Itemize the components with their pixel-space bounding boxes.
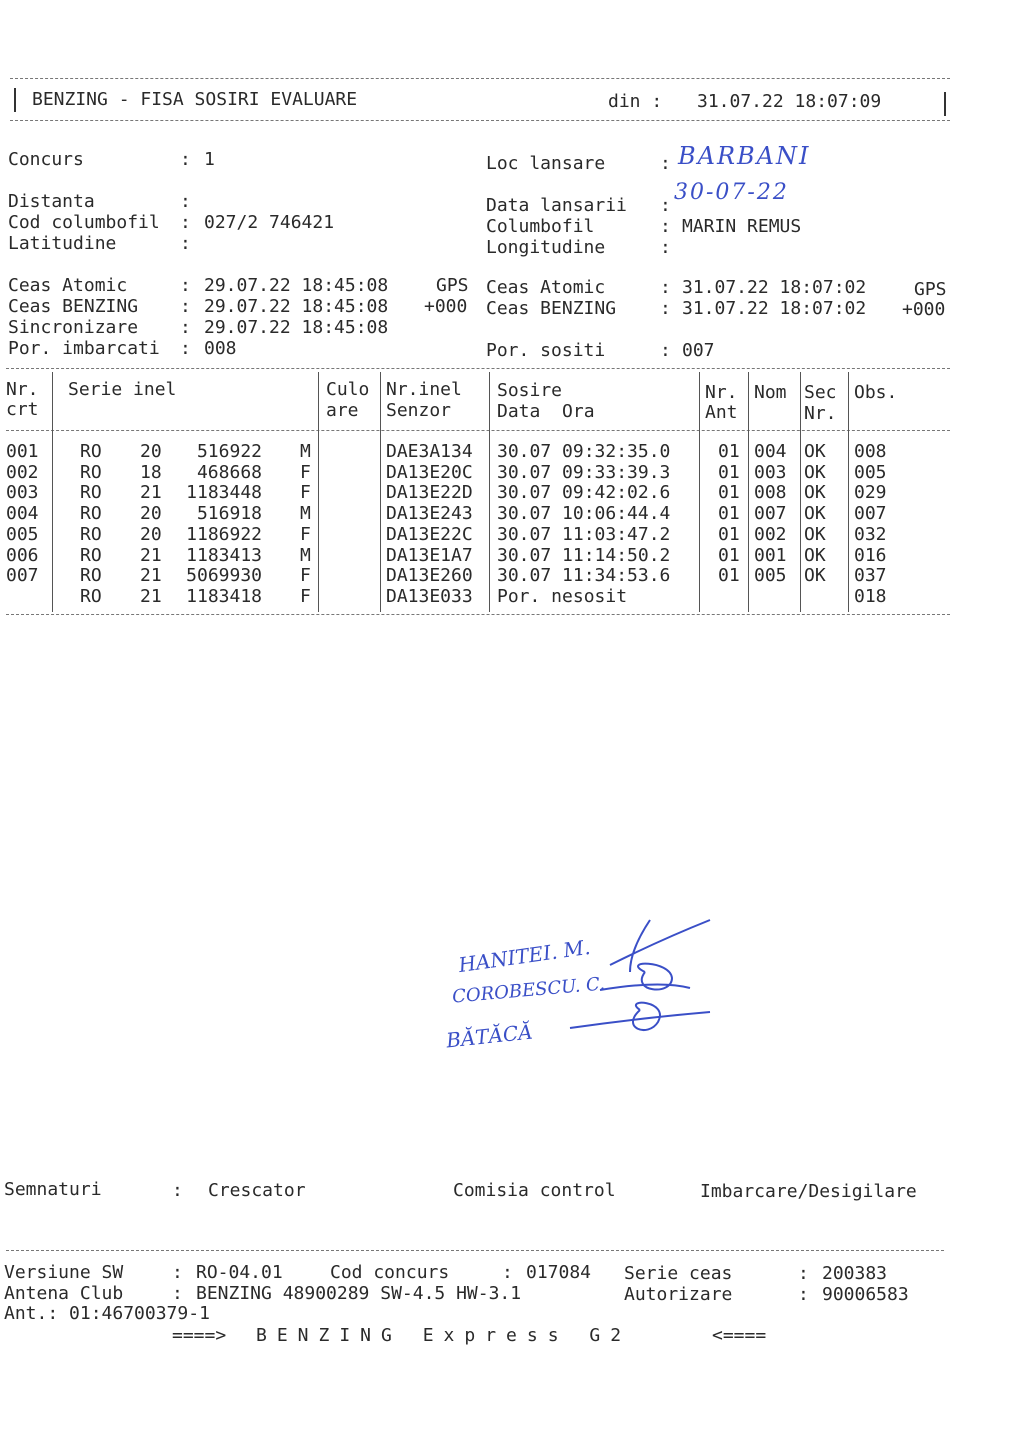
- brand-arrow-left: ====>: [172, 1325, 227, 1346]
- versiune-label: Versiune SW: [4, 1262, 124, 1283]
- colon: :: [660, 195, 671, 216]
- report-date-label: din :: [608, 91, 663, 112]
- data-lansarii-label: Data lansarii: [486, 195, 627, 216]
- header-bottom-rule: [10, 120, 950, 121]
- por-imbarcati-value: 008: [204, 338, 237, 359]
- brand-arrow-right: <====: [712, 1325, 767, 1346]
- cell-sec: OK: [804, 545, 826, 566]
- cell-sosire: 30.07 10:06:44.4: [497, 503, 671, 524]
- table-top-rule: [6, 368, 950, 369]
- header-nr-inel: Nr.inel: [386, 379, 462, 400]
- table-bottom-rule: [6, 614, 950, 615]
- cell-obs: 018: [854, 586, 887, 607]
- sincronizare-value: 29.07.22 18:45:08: [204, 317, 389, 338]
- cell-senzor: DAE3A134: [386, 441, 473, 462]
- signature-scribbles: [560, 900, 730, 1050]
- cell-num: 1183418: [186, 586, 262, 607]
- cell-sec: OK: [804, 482, 826, 503]
- table-header-rule: [6, 430, 950, 431]
- cell-cc: RO: [80, 524, 102, 545]
- cell-nr: 005: [6, 524, 39, 545]
- footer-rule: [6, 1250, 944, 1251]
- cell-obs: 016: [854, 545, 887, 566]
- autorizare-value: 90006583: [822, 1284, 909, 1305]
- cell-ant: 01: [718, 524, 740, 545]
- cell-cc: RO: [80, 441, 102, 462]
- cell-nom: 003: [754, 462, 787, 483]
- cell-sec: OK: [804, 524, 826, 545]
- cell-nom: 001: [754, 545, 787, 566]
- colon: :: [660, 277, 671, 298]
- header-sosire: Sosire: [497, 380, 563, 401]
- col-sep: [489, 372, 490, 612]
- distanta-label: Distanta: [8, 191, 95, 212]
- cell-yr: 21: [140, 586, 162, 607]
- colon: :: [660, 340, 671, 361]
- colon: :: [180, 296, 191, 317]
- cell-cc: RO: [80, 462, 102, 483]
- loc-lansare-label: Loc lansare: [486, 153, 606, 174]
- comisia-control-label: Comisia control: [453, 1180, 616, 1201]
- cell-sex: F: [300, 462, 311, 483]
- por-imbarcati-label: Por. imbarcati: [8, 338, 160, 359]
- cell-num: 5069930: [186, 565, 262, 586]
- header-nr-ant: Nr.: [705, 382, 738, 403]
- col-sep: [699, 372, 700, 612]
- ceas-atomic-sosire-label: Ceas Atomic: [486, 277, 606, 298]
- cell-num: 516922: [196, 441, 262, 462]
- cell-nr: 007: [6, 565, 39, 586]
- cell-nom: 008: [754, 482, 787, 503]
- cell-sosire: Por. nesosit: [497, 586, 628, 607]
- cell-sex: M: [300, 545, 311, 566]
- cell-sosire: 30.07 11:03:47.2: [497, 524, 671, 545]
- data-lansarii-value: 30-07-22: [674, 180, 789, 205]
- cell-num: 1183413: [186, 545, 262, 566]
- por-sositi-label: Por. sositi: [486, 340, 606, 361]
- ceas-atomic-sosire-value: 31.07.22 18:07:02: [682, 277, 867, 298]
- col-sep: [748, 372, 749, 612]
- cell-cc: RO: [80, 482, 102, 503]
- concurs-value: 1: [204, 149, 215, 170]
- cell-num: 516918: [196, 503, 262, 524]
- cell-sec: OK: [804, 441, 826, 462]
- header-nom: Nom: [754, 382, 787, 403]
- cell-sosire: 30.07 11:14:50.2: [497, 545, 671, 566]
- colon: :: [180, 275, 191, 296]
- cell-senzor: DA13E22C: [386, 524, 473, 545]
- cell-nom: 007: [754, 503, 787, 524]
- cell-yr: 18: [140, 462, 162, 483]
- ceas-atomic-suffix: GPS: [436, 275, 469, 296]
- header-sec: Sec: [804, 382, 837, 403]
- cell-yr: 20: [140, 441, 162, 462]
- colon: :: [798, 1263, 809, 1284]
- ceas-benzing-sosire-label: Ceas BENZING: [486, 298, 617, 319]
- colon: :: [660, 237, 671, 258]
- colon: :: [660, 298, 671, 319]
- cell-ant: 01: [718, 462, 740, 483]
- header-crt: crt: [6, 399, 39, 420]
- brand-name: BENZING Express G2: [256, 1325, 632, 1346]
- versiune-value: RO-04.01: [196, 1262, 283, 1283]
- signature-batacca: BĂTĂCĂ: [444, 1019, 534, 1053]
- ceas-benzing-label: Ceas BENZING: [8, 296, 139, 317]
- cell-sosire: 30.07 09:33:39.3: [497, 462, 671, 483]
- cell-obs: 008: [854, 441, 887, 462]
- cell-nr: 003: [6, 482, 39, 503]
- cell-sex: F: [300, 524, 311, 545]
- cell-nom: 002: [754, 524, 787, 545]
- cell-cc: RO: [80, 545, 102, 566]
- ant-line: Ant.: 01:46700379-1: [4, 1303, 210, 1324]
- cell-sex: M: [300, 503, 311, 524]
- colon: :: [502, 1262, 513, 1283]
- ceas-benzing-value: 29.07.22 18:45:08: [204, 296, 389, 317]
- longitudine-label: Longitudine: [486, 237, 606, 258]
- ceas-benzing-sosire-value: 31.07.22 18:07:02: [682, 298, 867, 319]
- latitudine-label: Latitudine: [8, 233, 117, 254]
- cell-sec: OK: [804, 462, 826, 483]
- col-sep: [52, 372, 53, 612]
- colon: :: [180, 149, 191, 170]
- cell-sec: OK: [804, 503, 826, 524]
- cell-obs: 037: [854, 565, 887, 586]
- col-sep: [800, 372, 801, 612]
- cell-senzor: DA13E243: [386, 503, 473, 524]
- colon: :: [180, 191, 191, 212]
- colon: :: [172, 1283, 183, 1304]
- header-left-border: [14, 88, 16, 112]
- cod-columbofil-label: Cod columbofil: [8, 212, 160, 233]
- cell-ant: 01: [718, 565, 740, 586]
- cell-num: 1183448: [186, 482, 262, 503]
- cell-sosire: 30.07 09:32:35.0: [497, 441, 671, 462]
- header-data-ora: Data Ora: [497, 401, 595, 422]
- ceas-benzing-suffix: +000: [424, 296, 468, 317]
- cell-yr: 21: [140, 565, 162, 586]
- crescator-label: Crescator: [208, 1180, 306, 1201]
- col-sep: [380, 372, 381, 612]
- cell-num: 1186922: [186, 524, 262, 545]
- autorizare-label: Autorizare: [624, 1284, 733, 1305]
- cod-columbofil-value: 027/2 746421: [204, 212, 335, 233]
- cell-nr: 002: [6, 462, 39, 483]
- cell-ant: 01: [718, 482, 740, 503]
- header-ant: Ant: [705, 402, 738, 423]
- ceas-atomic-label: Ceas Atomic: [8, 275, 128, 296]
- header-top-rule: [10, 78, 950, 79]
- ceas-atomic-sosire-suffix: GPS: [914, 279, 947, 300]
- cell-nom: 005: [754, 565, 787, 586]
- cell-senzor: DA13E20C: [386, 462, 473, 483]
- serie-ceas-value: 200383: [822, 1263, 888, 1284]
- cell-nr: 004: [6, 503, 39, 524]
- colon: :: [660, 153, 671, 174]
- header-senzor: Senzor: [386, 400, 452, 421]
- header-obs: Obs.: [854, 382, 898, 403]
- cell-senzor: DA13E1A7: [386, 545, 473, 566]
- cell-nr: 001: [6, 441, 39, 462]
- cell-num: 468668: [196, 462, 262, 483]
- col-sep: [848, 372, 849, 612]
- report-date-value: 31.07.22 18:07:09: [697, 91, 882, 112]
- cell-sex: M: [300, 441, 311, 462]
- colon: :: [180, 338, 191, 359]
- cell-cc: RO: [80, 503, 102, 524]
- colon: :: [180, 233, 191, 254]
- colon: :: [180, 317, 191, 338]
- cod-concurs-value: 017084: [526, 1262, 592, 1283]
- cell-senzor: DA13E033: [386, 586, 473, 607]
- header-sec-nr: Nr.: [804, 403, 837, 424]
- concurs-label: Concurs: [8, 149, 84, 170]
- cell-cc: RO: [80, 565, 102, 586]
- colon: :: [180, 212, 191, 233]
- ceas-atomic-value: 29.07.22 18:45:08: [204, 275, 389, 296]
- cell-sex: F: [300, 586, 311, 607]
- cell-yr: 20: [140, 503, 162, 524]
- signature-corobescu: COROBESCU. C.: [451, 973, 606, 1008]
- cell-ant: 01: [718, 503, 740, 524]
- cell-sec: OK: [804, 565, 826, 586]
- header-culo: Culo: [326, 379, 370, 400]
- por-sositi-value: 007: [682, 340, 715, 361]
- cell-sosire: 30.07 09:42:02.6: [497, 482, 671, 503]
- ceas-benzing-sosire-suffix: +000: [902, 299, 946, 320]
- colon: :: [172, 1180, 183, 1201]
- cell-nr: 006: [6, 545, 39, 566]
- loc-lansare-value: BARBANI: [678, 142, 811, 170]
- colon: :: [172, 1262, 183, 1283]
- cell-obs: 032: [854, 524, 887, 545]
- semnaturi-label: Semnaturi: [4, 1179, 102, 1200]
- cell-yr: 20: [140, 524, 162, 545]
- cell-obs: 005: [854, 462, 887, 483]
- header-right-border: [944, 92, 946, 116]
- cell-senzor: DA13E260: [386, 565, 473, 586]
- colon: :: [660, 216, 671, 237]
- cell-sex: F: [300, 565, 311, 586]
- cell-cc: RO: [80, 586, 102, 607]
- report-title: BENZING - FISA SOSIRI EVALUARE: [32, 89, 358, 110]
- serie-ceas-label: Serie ceas: [624, 1263, 733, 1284]
- header-serie-inel: Serie inel: [68, 379, 177, 400]
- cod-concurs-label: Cod concurs: [330, 1262, 450, 1283]
- cell-yr: 21: [140, 482, 162, 503]
- header-are: are: [326, 400, 359, 421]
- columbofil-label: Columbofil: [486, 216, 595, 237]
- cell-nom: 004: [754, 441, 787, 462]
- imbarcare-label: Imbarcare/Desigilare: [700, 1181, 917, 1202]
- cell-obs: 007: [854, 503, 887, 524]
- columbofil-value: MARIN REMUS: [682, 216, 802, 237]
- col-sep: [318, 372, 319, 612]
- antena-label: Antena Club: [4, 1283, 124, 1304]
- cell-senzor: DA13E22D: [386, 482, 473, 503]
- colon: :: [798, 1284, 809, 1305]
- header-nr: Nr.: [6, 379, 39, 400]
- signature-hanitei: HANITEI. M.: [456, 934, 592, 978]
- antena-value: BENZING 48900289 SW-4.5 HW-3.1: [196, 1283, 522, 1304]
- cell-yr: 21: [140, 545, 162, 566]
- cell-sosire: 30.07 11:34:53.6: [497, 565, 671, 586]
- cell-ant: 01: [718, 545, 740, 566]
- cell-sex: F: [300, 482, 311, 503]
- sincronizare-label: Sincronizare: [8, 317, 139, 338]
- cell-ant: 01: [718, 441, 740, 462]
- cell-obs: 029: [854, 482, 887, 503]
